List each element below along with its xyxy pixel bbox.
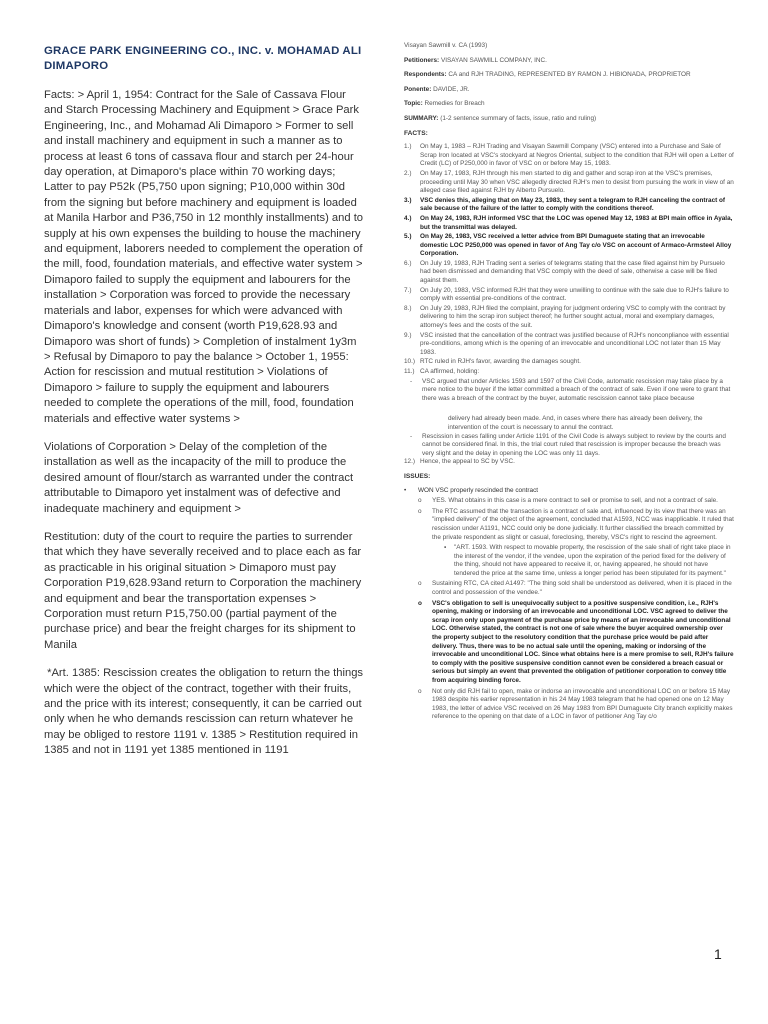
issue-item: o Sustaining RTC, CA cited A1497: "The thing sold shall be understood as delivered, when it is placed in the control and possession of the vendee." (418, 580, 732, 597)
article-paragraph: *Art. 1385: Rescission creates the obligation to return the things which were the object of the contract, together with their fruits, and the price with its interest; consequently, it can be carried out only when he who demands rescission can return whatever he may be obliged to restore 1191 v. 1385 > Restitution required in 1385 and not in 1191 yet 1385 mentioned in 1191 (44, 667, 367, 757)
fact-item: 7.) On July 20, 1983, VSC informed RJH that they were unwilling to continue with the sale due to RJH's failure to comply with essential pre-conditions of the contract. (404, 286, 729, 303)
topic-line (404, 100, 734, 109)
facts-list (404, 143, 734, 376)
left-column (44, 44, 367, 772)
article-quote: ▪ "ART. 1593. With respect to movable property, the rescission of the sale shall of right take place in the interest of the vendor, if the vendee, upon the expiration of the period fixed for the delivery of the thing, should not have appeared to receive it, or, having appeared, he should not have tendered the price at the same time, unless a longer period has been stipulated for its payment." (444, 544, 731, 577)
respondents-label: Respondents: (404, 71, 447, 79)
fact-subpoint: - VSC argued that under Articles 1593 and 1597 of the Civil Code, automatic rescission may take place by a mere notice to the buyer if the letter committed a breach of the contract of sale. Even if one were to grant that there was a breach of the contract by the buyer, automatic rescission cannot take place because (410, 377, 731, 402)
fact-item: 10.) RTC ruled in RJH's favor, awarding the damages sought. (404, 358, 581, 366)
fact-item: 9.) VSC insisted that the cancellation of the contract was justified because of RJH's nonconpliance with essential pre-conditions, among which is the opening of an irrevocable and unconditional LOC not later than 15 May 1983. (404, 331, 729, 356)
fact-item: 6.) On July 19, 1983, RJH Trading sent a series of telegrams stating that the case filed against him by Pursuelo had been dismissed and demanding that VSC comply with the deed of sale, otherwise a case will be filed against them. (404, 259, 725, 285)
fact-subpoint: - Rescission in cases falling under Article 1191 of the Civil Code is always subject to review by the courts and cannot be considered final. In this, the trial court ruled that rescission is improper because the breach was very slight and the delay in opening the LOC was only 11 days. (410, 432, 726, 457)
summary-line (404, 115, 734, 124)
issues-heading: ISSUES: (404, 472, 431, 480)
topic-label: Topic: (404, 100, 423, 108)
issue-main: • WON VSC properly rescinded the contract (404, 486, 539, 494)
fact-item: 12.) Hence, the appeal to SC by VSC. (404, 458, 515, 466)
facts-paragraph: Facts: > April 1, 1954: Contract for the Sale of Cassava Flour and Starch Processing Machinery and Equipment > Grace Park Engineering, Inc., and Mohamad Ali Dimaporo > Former to sell and install machinery and equipment in such a manner as to process at least 6 tons of cassava flour and starch per 24-hour day operation, at Dimaporo's place within 70 working days; Latter to pay P52k (P5,750 upon signing; P10,000 within 30d from the signing but before machinery and equipment is loaded at Manila Harbor and P36,750 in 12 monthly installments) and to supply at his own expenses the building to house the machinery and equipment, laborers needed to complement the operation of the mill, food, foundation materials, and effective water system > Dimaporo failed to supply the equipment and labourers for the installation > Corporation was forced to provide the necessary materials and labor, expenses for which were advanced with Dimaporo's knowledge and consent (worth P19,628.93 and Dimaporo was short of funds) > Completion of instalment 1y3m > Refusal by Dimaporo to pay the balance > October 1, 1955: Action for rescission and mutual restitution > Violations of Dimaporo > failure to supply the equipment and labourers needed to complete the operations of the mill, food, foundation materials and effective water systems > (44, 89, 364, 425)
fact-item: 3.) VSC denies this, alleging that on May 23, 1983, they sent a telegram to RJH canceling the contract of sale because of the failure of the latter to comply with the conditions thereof. (404, 196, 726, 213)
case-title: GRACE PARK ENGINEERING CO., INC. v. MOHAMAD ALI DIMAPORO (44, 45, 362, 72)
petitioners-value: VISAYAN SAWMILL COMPANY, INC. (440, 56, 547, 64)
issue-item: o VSC's obligation to sell is unequivocally subject to a positive suspensive condition, i.e., RJH's opening, making or indorsing of an irrevocable and unconditional LOC. VSC agreed to deliver the scrap iron only upon payment of the purchase price by means of an irrevocable and unconditional LOC. Otherwise stated, the contract is not one of sale where the buyer acquired ownership over the property subject to the resolutory condition that the purchase price would be paid after delivery. Thus, there was to be no actual sale until the opening, making or indorsing of the irrevocable and unconditional LOC. Since what obtains here is a mere promise to sell, RJH's failure to comply with the positive suspensive condition cannot even be considered a breach casual or serious but simply an event that prevented the obligation of petitioner corporation to convey title from acquiring binding force. (418, 599, 734, 684)
page2-continuation: delivery had already been made. And, in cases where there has already been delivery, the intervention of the court is necessary to annul the contract. (448, 415, 703, 431)
issue-item: o Not only did RJH fail to open, make or indorse an irrevocable and unconditional LOC on or before 15 May 1983 despite his earlier representation in his 24 May 1983 telegram that he had opened one on 12 May 1983, the letter of advice VSC received on 26 May 1983 from BPI Dumaguete City branch explicitly makes reference to the opening on that date of a LOC in favor of petitioner Ang Tay c/o (418, 687, 733, 721)
issue-item: o The RTC assumed that the transaction is a contract of sale and, influenced by its view that there was an "implied delivery" of the object of the agreement, concluded that A1593, NCC was inapplicable. It ruled that rescission under A1191, NCC could only be done judicially. It further classified the breach committed by the private respondent as slight or casual, foreclosing, thereby, VSC's right to rescind the agreement. (418, 507, 734, 541)
violations-paragraph: Violations of Corporation > Delay of the completion of the installation as well as the incapacity of the mill to produce the desired amount of flour/starch as warranted under the contract attributable to Dimaporo yet instalment was of defective and inadequate machinery and equipment > (44, 440, 354, 515)
fact-item: 2.) On May 17, 1983, RJH through his men started to dig and gather and scrap iron at the VSC's premises, proceeding until May 30 when VSC allegedly directed RJH's men to desist from pursuing the work in view of an alleged case filed against RJH by Alberto Pursuelo. (404, 169, 734, 195)
ponente-line (404, 86, 734, 95)
digest-case-title: Visayan Sawmill v. CA (1993) (404, 42, 488, 49)
respondents-line (404, 71, 734, 80)
fact-item: 11.) CA affirmed, holding: (404, 368, 480, 375)
fact-item: 5.) On May 26, 1983, VSC received a letter advice from BPI Dumaguete stating that an irrevocable domestic LOC P250,000 was opened in favor of Ang Tay c/o VSC on account of Armaco-Armsteel Alloy Corporation. (404, 233, 732, 258)
page-number: 1 (714, 946, 722, 962)
fact-item: 1.) On May 1, 1983 – RJH Trading and Visayan Sawmill Company (VSC) entered into a Purchase and Sale of Scrap Iron located at VSC's stockyard at Negros Oriental, subject to the condition that RJH will open a Letter of Credit (LC) of P250,000 in favor of VSC on or before May 15, 1983. (404, 143, 734, 168)
summary-value: (1-2 sentence summary of facts, issue, ratio and ruling) (440, 114, 597, 122)
ponente-label: Ponente: (404, 85, 432, 93)
ponente-value: DAVIDE, JR. (433, 85, 470, 93)
respondents-value: CA and RJH TRADING, REPRESENTED BY RAMON J. HIBIONADA, PROPRIETOR (448, 71, 691, 79)
page-break (404, 403, 734, 415)
issue-item: o YES. What obtains in this case is a mere contract to sell or promise to sell, and not a contract of sale. (418, 497, 718, 505)
embedded-digest (404, 42, 734, 724)
facts-heading: FACTS: (404, 129, 428, 137)
petitioners-label: Petitioners: (404, 56, 440, 64)
fact-item: 8.) On July 29, 1983, RJH filed the complaint, praying for judgment ordering VSC to comply with the contract by delivering to him the scrap iron subject thereof; he further sought actual, moral and exemplary damages, attorney's fees and the costs of the suit. (404, 304, 726, 330)
topic-value: Remedies for Breach (424, 100, 485, 108)
petitioners-line (404, 57, 734, 66)
summary-label: SUMMARY: (404, 114, 439, 122)
fact-item: 4.) On May 24, 1983, RJH informed VSC that the LOC was opened May 12, 1983 at BPI main office in Ayala, but the transmittal was delayed. (404, 214, 733, 231)
restitution-paragraph: Restitution: duty of the court to require the parties to surrender that which they have severally received and to place each as far as practicable in his original situation > Dimaporo must pay Corporation P19,628.93and return to Corporation the machinery and equipment and bear the transportation expenses > Corporation must return P15,750.00 (partial payment of the purchase price) and bear the freight charges for its shipment to Manila (44, 530, 362, 651)
